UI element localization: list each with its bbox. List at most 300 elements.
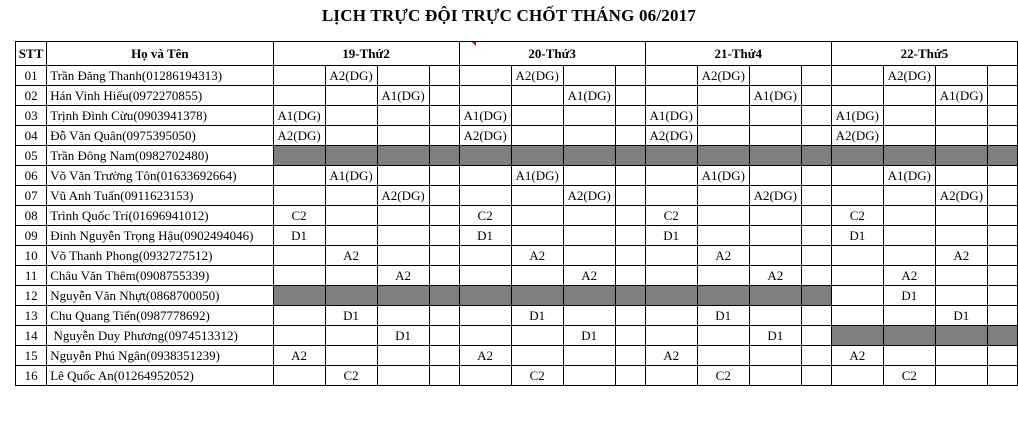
shift-cell bbox=[831, 146, 883, 166]
shift-cell: A1(DG) bbox=[459, 106, 511, 126]
row-stt: 13 bbox=[16, 306, 47, 326]
shift-cell bbox=[645, 306, 697, 326]
shift-cell bbox=[831, 86, 883, 106]
row-stt: 14 bbox=[16, 326, 47, 346]
shift-cell: C2 bbox=[459, 206, 511, 226]
table-row bbox=[16, 366, 1018, 386]
row-name: Nguyễn Duy Phương(0974513312) bbox=[47, 326, 273, 346]
header-stt: STT bbox=[16, 42, 47, 66]
shift-cell bbox=[459, 166, 511, 186]
row-stt: 04 bbox=[16, 126, 47, 146]
shift-cell bbox=[615, 186, 645, 206]
shift-cell: A2(DG) bbox=[645, 126, 697, 146]
shift-cell bbox=[325, 266, 377, 286]
row-name: Đỗ Văn Quân(0975395050) bbox=[47, 126, 273, 146]
shift-cell: D1 bbox=[511, 306, 563, 326]
shift-cell bbox=[377, 286, 429, 306]
shift-cell bbox=[615, 366, 645, 386]
header-day-1: 19-Thứ2 bbox=[273, 42, 459, 66]
duty-schedule-table bbox=[15, 41, 1018, 386]
shift-cell bbox=[325, 126, 377, 146]
table-row bbox=[16, 186, 1018, 206]
row-name: Đinh Nguyễn Trọng Hậu(0902494046) bbox=[47, 226, 273, 246]
shift-cell bbox=[563, 206, 615, 226]
shift-cell: D1 bbox=[883, 286, 935, 306]
shift-cell bbox=[459, 86, 511, 106]
shift-cell: A2 bbox=[749, 266, 801, 286]
shift-cell bbox=[831, 326, 883, 346]
row-name: Nguyễn Phú Ngân(0938351239) bbox=[47, 346, 273, 366]
shift-cell bbox=[987, 366, 1017, 386]
table-row bbox=[16, 166, 1018, 186]
header-day-3: 21-Thứ4 bbox=[645, 42, 831, 66]
row-stt: 06 bbox=[16, 166, 47, 186]
shift-cell: A2(DG) bbox=[273, 126, 325, 146]
shift-cell: A1(DG) bbox=[563, 86, 615, 106]
shift-cell bbox=[325, 226, 377, 246]
shift-cell: D1 bbox=[645, 226, 697, 246]
shift-cell bbox=[377, 106, 429, 126]
shift-cell: A2(DG) bbox=[697, 66, 749, 86]
shift-cell bbox=[645, 266, 697, 286]
shift-cell: A2(DG) bbox=[325, 66, 377, 86]
shift-cell bbox=[831, 306, 883, 326]
shift-cell bbox=[615, 106, 645, 126]
shift-cell bbox=[645, 66, 697, 86]
shift-cell: D1 bbox=[459, 226, 511, 246]
shift-cell bbox=[801, 226, 831, 246]
shift-cell: D1 bbox=[377, 326, 429, 346]
shift-cell: C2 bbox=[645, 206, 697, 226]
row-name: Võ Văn Trường Tôn(01633692664) bbox=[47, 166, 273, 186]
shift-cell bbox=[801, 306, 831, 326]
shift-cell bbox=[697, 346, 749, 366]
shift-cell bbox=[987, 286, 1017, 306]
shift-cell bbox=[563, 226, 615, 246]
shift-cell bbox=[801, 326, 831, 346]
shift-cell: A2 bbox=[935, 246, 987, 266]
shift-cell bbox=[563, 366, 615, 386]
shift-cell bbox=[377, 226, 429, 246]
shift-cell: A1(DG) bbox=[645, 106, 697, 126]
shift-cell: D1 bbox=[563, 326, 615, 346]
shift-cell: A2 bbox=[883, 266, 935, 286]
shift-cell bbox=[377, 146, 429, 166]
row-name: Hán Vinh Hiếu(0972270855) bbox=[47, 86, 273, 106]
shift-cell bbox=[935, 286, 987, 306]
shift-cell bbox=[987, 246, 1017, 266]
row-stt: 15 bbox=[16, 346, 47, 366]
shift-cell bbox=[987, 166, 1017, 186]
row-name: Trịnh Đình Cừu(0903941378) bbox=[47, 106, 273, 126]
shift-cell: A2 bbox=[563, 266, 615, 286]
shift-cell bbox=[429, 346, 459, 366]
shift-cell bbox=[749, 146, 801, 166]
row-stt: 11 bbox=[16, 266, 47, 286]
shift-cell: D1 bbox=[831, 226, 883, 246]
shift-cell bbox=[563, 126, 615, 146]
shift-cell bbox=[325, 326, 377, 346]
shift-cell bbox=[697, 86, 749, 106]
row-stt: 12 bbox=[16, 286, 47, 306]
shift-cell bbox=[801, 206, 831, 226]
shift-cell: A1(DG) bbox=[325, 166, 377, 186]
shift-cell bbox=[801, 286, 831, 306]
row-stt: 08 bbox=[16, 206, 47, 226]
shift-cell: A2(DG) bbox=[831, 126, 883, 146]
shift-cell bbox=[563, 106, 615, 126]
shift-cell: A2(DG) bbox=[511, 66, 563, 86]
shift-cell bbox=[325, 106, 377, 126]
shift-cell bbox=[511, 186, 563, 206]
shift-cell: A2(DG) bbox=[377, 186, 429, 206]
shift-cell bbox=[273, 306, 325, 326]
shift-cell bbox=[697, 106, 749, 126]
shift-cell bbox=[377, 246, 429, 266]
shift-cell bbox=[429, 366, 459, 386]
table-row bbox=[16, 326, 1018, 346]
shift-cell bbox=[615, 66, 645, 86]
shift-cell bbox=[429, 166, 459, 186]
shift-cell bbox=[831, 366, 883, 386]
shift-cell bbox=[749, 366, 801, 386]
shift-cell: C2 bbox=[883, 366, 935, 386]
shift-cell: C2 bbox=[511, 366, 563, 386]
shift-cell: A1(DG) bbox=[935, 86, 987, 106]
shift-cell: A2 bbox=[377, 266, 429, 286]
shift-cell bbox=[273, 66, 325, 86]
shift-cell bbox=[883, 326, 935, 346]
shift-cell bbox=[511, 146, 563, 166]
shift-cell bbox=[987, 206, 1017, 226]
shift-cell bbox=[615, 206, 645, 226]
row-name: Nguyễn Văn Nhựt(0868700050) bbox=[47, 286, 273, 306]
shift-cell bbox=[645, 366, 697, 386]
shift-cell bbox=[935, 106, 987, 126]
table-row bbox=[16, 86, 1018, 106]
shift-cell bbox=[883, 186, 935, 206]
header-name: Họ và Tên bbox=[47, 42, 273, 66]
row-name: Vũ Anh Tuấn(0911623153) bbox=[47, 186, 273, 206]
shift-cell bbox=[801, 66, 831, 86]
shift-cell bbox=[429, 266, 459, 286]
shift-cell: D1 bbox=[697, 306, 749, 326]
shift-cell bbox=[377, 306, 429, 326]
shift-cell bbox=[429, 326, 459, 346]
shift-cell bbox=[987, 146, 1017, 166]
shift-cell bbox=[749, 166, 801, 186]
shift-cell bbox=[987, 346, 1017, 366]
shift-cell bbox=[511, 106, 563, 126]
shift-cell bbox=[273, 146, 325, 166]
shift-cell bbox=[563, 166, 615, 186]
shift-cell bbox=[615, 286, 645, 306]
row-stt: 07 bbox=[16, 186, 47, 206]
shift-cell: A2 bbox=[325, 246, 377, 266]
shift-cell bbox=[645, 326, 697, 346]
shift-cell bbox=[801, 186, 831, 206]
shift-cell bbox=[615, 306, 645, 326]
row-stt: 05 bbox=[16, 146, 47, 166]
shift-cell bbox=[883, 126, 935, 146]
shift-cell bbox=[511, 126, 563, 146]
shift-cell: A2(DG) bbox=[883, 66, 935, 86]
shift-cell bbox=[429, 126, 459, 146]
row-name: Trần Đăng Thanh(01286194313) bbox=[47, 66, 273, 86]
shift-cell bbox=[883, 346, 935, 366]
shift-cell bbox=[325, 346, 377, 366]
shift-cell bbox=[935, 126, 987, 146]
shift-cell bbox=[377, 166, 429, 186]
header-row bbox=[16, 42, 1018, 66]
shift-cell bbox=[801, 86, 831, 106]
shift-cell bbox=[459, 326, 511, 346]
shift-cell bbox=[377, 346, 429, 366]
shift-cell bbox=[273, 86, 325, 106]
shift-cell bbox=[429, 306, 459, 326]
shift-cell bbox=[645, 186, 697, 206]
shift-cell bbox=[459, 146, 511, 166]
shift-cell bbox=[615, 126, 645, 146]
shift-cell bbox=[935, 226, 987, 246]
shift-cell bbox=[831, 286, 883, 306]
shift-cell bbox=[645, 86, 697, 106]
row-stt: 09 bbox=[16, 226, 47, 246]
row-stt: 16 bbox=[16, 366, 47, 386]
shift-cell bbox=[563, 66, 615, 86]
shift-cell bbox=[801, 266, 831, 286]
row-name: Lê Quốc An(01264952052) bbox=[47, 366, 273, 386]
shift-cell bbox=[459, 246, 511, 266]
shift-cell bbox=[429, 286, 459, 306]
table-row bbox=[16, 266, 1018, 286]
shift-cell bbox=[987, 266, 1017, 286]
shift-cell: D1 bbox=[935, 306, 987, 326]
table-row bbox=[16, 206, 1018, 226]
table-row bbox=[16, 146, 1018, 166]
shift-cell: A1(DG) bbox=[697, 166, 749, 186]
shift-cell bbox=[987, 186, 1017, 206]
shift-cell bbox=[801, 366, 831, 386]
row-name: Võ Thanh Phong(0932727512) bbox=[47, 246, 273, 266]
shift-cell bbox=[801, 166, 831, 186]
shift-cell bbox=[615, 146, 645, 166]
shift-cell bbox=[935, 66, 987, 86]
shift-cell bbox=[697, 146, 749, 166]
shift-cell bbox=[459, 66, 511, 86]
shift-cell bbox=[377, 126, 429, 146]
shift-cell bbox=[377, 366, 429, 386]
shift-cell bbox=[749, 106, 801, 126]
shift-cell bbox=[749, 206, 801, 226]
shift-cell bbox=[987, 86, 1017, 106]
shift-cell: D1 bbox=[749, 326, 801, 346]
shift-cell: A2 bbox=[831, 346, 883, 366]
shift-cell bbox=[325, 286, 377, 306]
shift-cell: A2 bbox=[273, 346, 325, 366]
shift-cell bbox=[697, 126, 749, 146]
shift-cell bbox=[459, 286, 511, 306]
shift-cell bbox=[935, 166, 987, 186]
shift-cell bbox=[429, 66, 459, 86]
shift-cell bbox=[273, 166, 325, 186]
shift-cell bbox=[935, 326, 987, 346]
shift-cell bbox=[615, 326, 645, 346]
shift-cell bbox=[987, 306, 1017, 326]
shift-cell bbox=[801, 246, 831, 266]
shift-cell bbox=[511, 286, 563, 306]
shift-cell bbox=[697, 286, 749, 306]
shift-cell bbox=[831, 166, 883, 186]
shift-cell bbox=[325, 206, 377, 226]
row-stt: 10 bbox=[16, 246, 47, 266]
row-name: Trình Quốc Trí(01696941012) bbox=[47, 206, 273, 226]
shift-cell bbox=[273, 266, 325, 286]
shift-cell bbox=[563, 146, 615, 166]
shift-cell bbox=[563, 306, 615, 326]
shift-cell bbox=[883, 206, 935, 226]
shift-cell bbox=[511, 266, 563, 286]
table-row bbox=[16, 66, 1018, 86]
shift-cell: A1(DG) bbox=[273, 106, 325, 126]
shift-cell bbox=[429, 106, 459, 126]
table-row bbox=[16, 306, 1018, 326]
shift-cell: A2 bbox=[645, 346, 697, 366]
shift-cell bbox=[935, 266, 987, 286]
shift-cell bbox=[459, 366, 511, 386]
shift-cell: A2 bbox=[697, 246, 749, 266]
table-row bbox=[16, 226, 1018, 246]
table-row bbox=[16, 106, 1018, 126]
shift-cell bbox=[615, 166, 645, 186]
shift-cell bbox=[697, 326, 749, 346]
shift-cell bbox=[459, 306, 511, 326]
shift-cell bbox=[935, 366, 987, 386]
shift-cell: A1(DG) bbox=[831, 106, 883, 126]
shift-cell bbox=[325, 86, 377, 106]
shift-cell bbox=[429, 206, 459, 226]
shift-cell bbox=[749, 66, 801, 86]
table-row bbox=[16, 286, 1018, 306]
shift-cell bbox=[563, 286, 615, 306]
shift-cell: C2 bbox=[831, 206, 883, 226]
shift-cell bbox=[697, 206, 749, 226]
shift-cell: C2 bbox=[273, 206, 325, 226]
shift-cell bbox=[429, 146, 459, 166]
shift-cell: D1 bbox=[325, 306, 377, 326]
shift-cell bbox=[831, 66, 883, 86]
shift-cell bbox=[377, 206, 429, 226]
shift-cell bbox=[987, 66, 1017, 86]
shift-cell bbox=[615, 346, 645, 366]
shift-cell bbox=[511, 326, 563, 346]
shift-cell bbox=[749, 226, 801, 246]
shift-cell: A2(DG) bbox=[563, 186, 615, 206]
shift-cell: A1(DG) bbox=[377, 86, 429, 106]
shift-cell bbox=[749, 246, 801, 266]
shift-cell bbox=[645, 286, 697, 306]
shift-cell bbox=[987, 226, 1017, 246]
shift-cell bbox=[697, 266, 749, 286]
row-name: Trần Đông Nam(0982702480) bbox=[47, 146, 273, 166]
shift-cell bbox=[645, 166, 697, 186]
shift-cell bbox=[935, 346, 987, 366]
shift-cell bbox=[511, 226, 563, 246]
shift-cell bbox=[615, 246, 645, 266]
shift-cell: A2(DG) bbox=[459, 126, 511, 146]
shift-cell bbox=[749, 286, 801, 306]
header-day-2: 20-Thứ3 bbox=[459, 42, 645, 66]
table-body bbox=[16, 66, 1018, 386]
shift-cell bbox=[935, 146, 987, 166]
shift-cell bbox=[459, 186, 511, 206]
row-stt: 01 bbox=[16, 66, 47, 86]
shift-cell bbox=[511, 346, 563, 366]
row-name: Châu Văn Thêm(0908755339) bbox=[47, 266, 273, 286]
shift-cell bbox=[615, 226, 645, 246]
shift-cell bbox=[615, 86, 645, 106]
shift-cell bbox=[429, 246, 459, 266]
shift-cell bbox=[645, 146, 697, 166]
shift-cell bbox=[325, 186, 377, 206]
page-title: LỊCH TRỰC ĐỘI TRỰC CHỐT THÁNG 06/2017 bbox=[321, 6, 697, 25]
shift-cell bbox=[883, 146, 935, 166]
shift-cell: A2 bbox=[511, 246, 563, 266]
shift-cell: A2(DG) bbox=[935, 186, 987, 206]
shift-cell bbox=[831, 186, 883, 206]
shift-cell bbox=[645, 246, 697, 266]
shift-cell bbox=[883, 106, 935, 126]
shift-cell bbox=[801, 346, 831, 366]
shift-cell bbox=[883, 246, 935, 266]
shift-cell bbox=[511, 206, 563, 226]
shift-cell bbox=[429, 226, 459, 246]
shift-cell: A2 bbox=[459, 346, 511, 366]
table-row bbox=[16, 126, 1018, 146]
shift-cell bbox=[987, 126, 1017, 146]
table-row bbox=[16, 246, 1018, 266]
shift-cell bbox=[801, 126, 831, 146]
shift-cell: C2 bbox=[697, 366, 749, 386]
shift-cell: C2 bbox=[325, 366, 377, 386]
shift-cell: A1(DG) bbox=[511, 166, 563, 186]
shift-cell: A1(DG) bbox=[883, 166, 935, 186]
shift-cell bbox=[615, 266, 645, 286]
shift-cell bbox=[801, 106, 831, 126]
shift-cell bbox=[459, 266, 511, 286]
shift-cell bbox=[749, 306, 801, 326]
shift-cell bbox=[273, 326, 325, 346]
shift-cell bbox=[749, 126, 801, 146]
shift-cell bbox=[563, 346, 615, 366]
row-stt: 03 bbox=[16, 106, 47, 126]
shift-cell: D1 bbox=[273, 226, 325, 246]
shift-cell bbox=[697, 186, 749, 206]
shift-cell bbox=[429, 186, 459, 206]
shift-cell bbox=[749, 346, 801, 366]
shift-cell bbox=[273, 186, 325, 206]
shift-cell bbox=[831, 246, 883, 266]
shift-cell bbox=[883, 86, 935, 106]
shift-cell bbox=[273, 246, 325, 266]
header-day-4: 22-Thứ5 bbox=[831, 42, 1017, 66]
shift-cell bbox=[987, 106, 1017, 126]
shift-cell: A1(DG) bbox=[749, 86, 801, 106]
shift-cell bbox=[563, 246, 615, 266]
shift-cell bbox=[273, 286, 325, 306]
shift-cell bbox=[511, 86, 563, 106]
shift-cell bbox=[935, 206, 987, 226]
